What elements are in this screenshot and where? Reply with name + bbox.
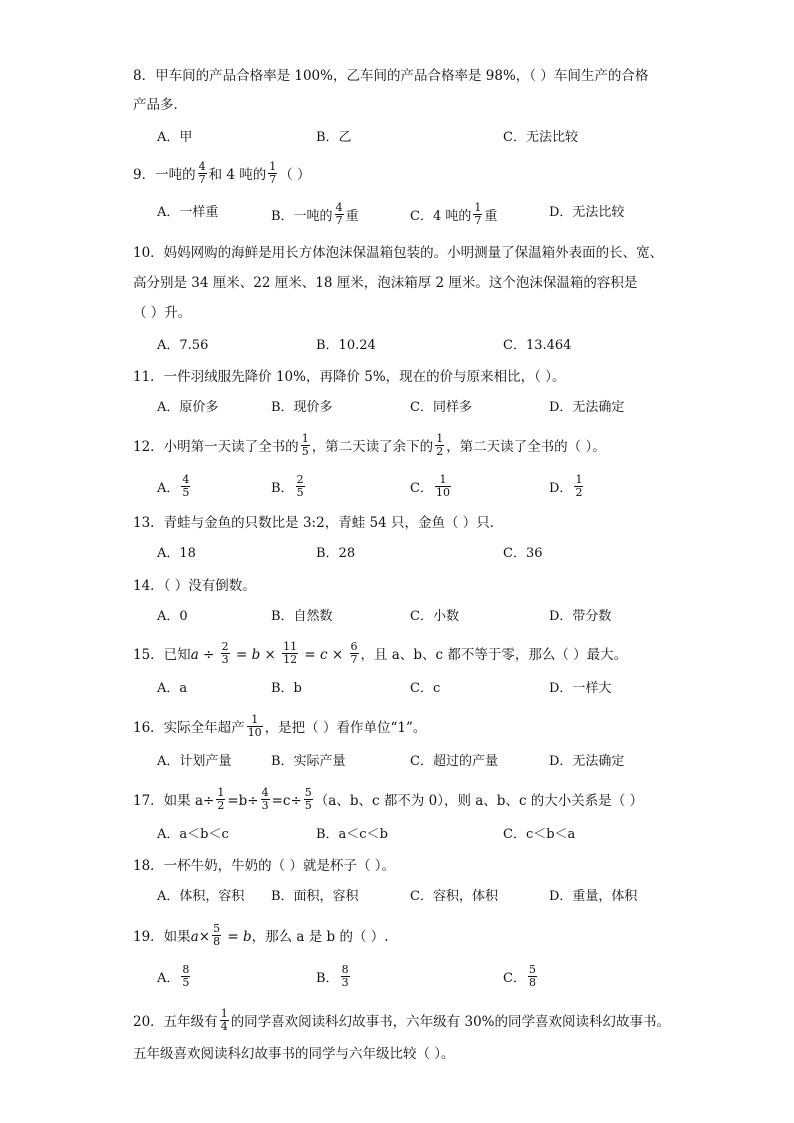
question-11-option-a[interactable]: A．原价多 [157,400,219,415]
denominator: 7 [269,173,277,186]
q16-fraction [247,714,263,739]
q15-fraction-2 [282,641,298,666]
denominator: 7 [474,214,482,227]
question-9-stem [133,160,673,188]
q17-text-4: （a、b、c 都不为 0），则 a、b、c 的大小关系是（ ） [314,793,644,809]
numerator: 1 [439,473,447,486]
denominator: 3 [221,653,229,666]
question-9-option-d[interactable]: D．无法比较 [549,205,625,220]
question-14-option-c[interactable]: C．小数 [410,609,459,624]
option-fraction [473,202,482,227]
numerator: 2 [221,640,229,653]
question-12-option-a[interactable] [157,473,192,501]
numerator: 4 [198,160,206,173]
question-16-option-b[interactable]: B．实际产量 [271,754,346,769]
numerator: 1 [575,473,583,486]
numerator: 5 [304,786,312,799]
question-14-option-d[interactable]: D．带分数 [549,609,612,624]
q15-fraction-3 [350,641,359,666]
question-12-option-b[interactable] [271,473,307,501]
denominator: 2 [436,445,444,458]
question-19-option-c[interactable] [503,963,539,991]
variable-b: b [242,929,252,945]
q17-fraction-1 [216,787,225,812]
option-text: C．4 吨的 [410,209,472,224]
operator: × [327,647,348,663]
denominator: 5 [182,486,190,499]
question-10-option-b[interactable]: B．10.24 [316,338,376,353]
option-label: D． [549,481,573,496]
operator: = [223,929,243,945]
numerator: 4 [261,786,269,799]
denominator: 5 [296,486,304,499]
option-label: C． [503,971,526,986]
option-text: 重 [484,209,498,224]
q9-text-1: 9．一吨的 [133,167,196,183]
question-8-option-c[interactable]: C．无法比较 [503,130,578,145]
question-10-line-3: （ ）升。 [133,305,192,321]
question-11-stem: 11．一件羽绒服先降价 10%，再降价 5%，现在的价与原来相比，（ ）。 [133,369,566,385]
option-label: A． [157,971,180,986]
q15-text-1: 15．已知 [133,647,191,663]
option-label: C． [410,481,433,496]
question-11-option-b[interactable]: B．现价多 [271,400,333,415]
option-label: B． [271,481,294,496]
question-18-option-c[interactable]: C．容积，体积 [410,889,498,904]
denominator: 7 [335,214,343,227]
option-fraction [335,202,344,227]
denominator: 3 [261,799,269,812]
question-19-option-b[interactable] [316,963,352,991]
question-11-option-d[interactable]: D．无法确定 [549,400,625,415]
operator: × [198,929,211,945]
option-fraction [435,474,451,499]
q9-fraction-2 [268,161,277,186]
question-17-stem [133,786,673,814]
numerator: 1 [436,432,444,445]
question-18-option-d[interactable]: D．重量，体积 [549,889,638,904]
numerator: 8 [182,963,190,976]
option-fraction [296,474,305,499]
q19-text-2: ，那么 a 是 b 的（ ）. [251,929,389,945]
q19-text-1: 19．如果 [133,929,191,945]
q15-text-2: ，且 a、b、c 都不等于零，那么（ ）最大。 [360,647,628,663]
denominator: 10 [435,486,450,499]
question-9-option-a[interactable]: A．一样重 [157,205,219,220]
option-text: 重 [345,209,359,224]
numerator: 1 [474,201,482,214]
question-18-option-a[interactable]: A．体积，容积 [157,889,245,904]
q9-fraction-1 [198,161,207,186]
q16-text-1: 16．实际全年超产 [133,720,245,736]
operator: × [260,647,281,663]
question-19-stem [133,922,673,950]
option-fraction [181,474,190,499]
numerator: 6 [350,640,358,653]
option-fraction [528,964,537,989]
question-13-option-b[interactable]: B．28 [316,546,356,561]
denominator: 5 [304,799,312,812]
question-8-option-a[interactable]: A．甲 [157,130,193,145]
question-18-option-b[interactable]: B．面积，容积 [271,889,359,904]
q9-text-3: （ ） [279,167,311,183]
question-11-option-c[interactable]: C．同样多 [410,400,472,415]
question-19-option-a[interactable] [157,963,192,991]
q20-text-2: 的同学喜欢阅读科幻故事书，六年级有 30%的同学喜欢阅读科幻故事书。 [230,1014,670,1030]
question-17-option-a[interactable]: A．a＜b＜c [157,827,229,842]
denominator: 8 [213,935,221,948]
question-18-stem: 18．一杯牛奶，牛奶的（ ）就是杯子（ ）。 [133,858,396,874]
numerator: 4 [335,201,343,214]
q17-text-3: =c÷ [271,793,302,809]
q17-text-1: 17．如果 a÷ [133,793,215,809]
q15-fraction-1 [221,641,230,666]
numerator: 2 [296,473,304,486]
operator: = [231,647,252,663]
q9-text-2: 和 4 吨的 [208,167,267,183]
q20-fraction [220,1008,229,1033]
denominator: 8 [528,976,536,989]
denominator: 3 [341,976,349,989]
option-fraction [341,964,350,989]
question-8-line-1: 8．甲车间的产品合格率是 100%，乙车间的产品合格率是 98%，（ ）车间生产的合格 [133,68,649,84]
q12-text-1: 12．小明第一天读了全书的 [133,439,299,455]
denominator: 5 [182,976,190,989]
q12-text-2: ，第二天读了余下的 [311,439,434,455]
numerator: 4 [182,473,190,486]
q17-fraction-2 [261,787,270,812]
question-10-option-a[interactable]: A．7.56 [157,338,209,353]
denominator: 7 [350,653,358,666]
denominator: 4 [220,1020,228,1033]
option-text: B．一吨的 [271,209,333,224]
option-fraction [574,474,583,499]
question-17-option-c[interactable]: C．c＜b＜a [503,827,576,842]
numerator: 1 [220,1007,228,1020]
question-10-line-1: 10．妈妈网购的海鲜是用长方体泡沫保温箱包装的。小明测量了保温箱外表面的长、宽、 [133,245,664,261]
numerator: 5 [213,922,221,935]
question-9-option-b[interactable] [271,201,359,229]
question-8-line-2: 产品多． [133,97,187,113]
question-14-stem: 14．（ ）没有倒数。 [133,578,256,594]
q17-fraction-3 [304,787,313,812]
question-20-line-2: 五年级喜欢阅读科幻故事书的同学与六年级比较（ ）。 [133,1046,455,1062]
question-15-stem [133,640,673,668]
question-16-option-d[interactable]: D．无法确定 [549,754,625,769]
variable-a: a [190,647,199,663]
question-12-option-d[interactable] [549,473,585,501]
question-15-option-b[interactable]: B．b [271,681,302,696]
question-15-option-c[interactable]: C．c [410,681,441,696]
operator: ÷ [198,647,219,663]
variable-b: b [251,647,261,663]
q12-fraction-2 [435,433,444,458]
question-14-option-b[interactable]: B．自然数 [271,609,333,624]
variable-c: c [320,647,328,663]
numerator: 5 [528,963,536,976]
q19-fraction [212,923,221,948]
question-12-option-c[interactable] [410,473,453,501]
option-label: A． [157,481,180,496]
numerator: 8 [341,963,349,976]
q17-text-2: =b÷ [227,793,259,809]
question-14-option-a[interactable]: A．0 [157,609,188,624]
question-13-option-a[interactable]: A．18 [157,546,196,561]
question-15-option-a[interactable]: A．a [157,681,188,696]
question-20-line-1 [133,1007,673,1035]
variable-a: a [190,929,199,945]
option-label: B． [316,971,339,986]
numerator: 1 [217,786,225,799]
question-16-option-c[interactable]: C．超过的产量 [410,754,498,769]
denominator: 2 [575,486,583,499]
question-13-option-c[interactable]: C．36 [503,546,543,561]
denominator: 5 [301,445,309,458]
operator: = [300,647,321,663]
denominator: 12 [283,653,298,666]
question-10-line-2: 高分别是 34 厘米、22 厘米、18 厘米，泡沫箱厚 2 厘米。这个泡沫保温箱的容积是 [133,275,638,291]
numerator: 1 [301,432,309,445]
denominator: 2 [217,799,225,812]
question-13-stem: 13．青蛙与金鱼的只数比是 3:2，青蛙 54 只，金鱼（ ）只． [133,515,504,531]
option-fraction [181,964,190,989]
question-9-option-c[interactable] [410,201,498,229]
q16-text-2: ，是把（ ）看作单位“1”。 [264,720,427,736]
denominator: 7 [198,173,206,186]
question-12-stem [133,432,673,460]
q12-fraction-1 [301,433,310,458]
question-10-option-c[interactable]: C．13.464 [503,338,572,353]
numerator: 1 [251,713,259,726]
q12-text-3: ，第二天读了全书的（ ）。 [446,439,606,455]
question-16-stem [133,713,673,741]
denominator: 10 [247,726,262,739]
question-15-option-d[interactable]: D．一样大 [549,681,612,696]
numerator: 11 [283,640,298,653]
question-16-option-a[interactable]: A．计划产量 [157,754,232,769]
q20-text-1: 20．五年级有 [133,1014,218,1030]
question-8-option-b[interactable]: B．乙 [316,130,352,145]
numerator: 1 [269,160,277,173]
question-17-option-b[interactable]: B．a＜c＜b [316,827,388,842]
